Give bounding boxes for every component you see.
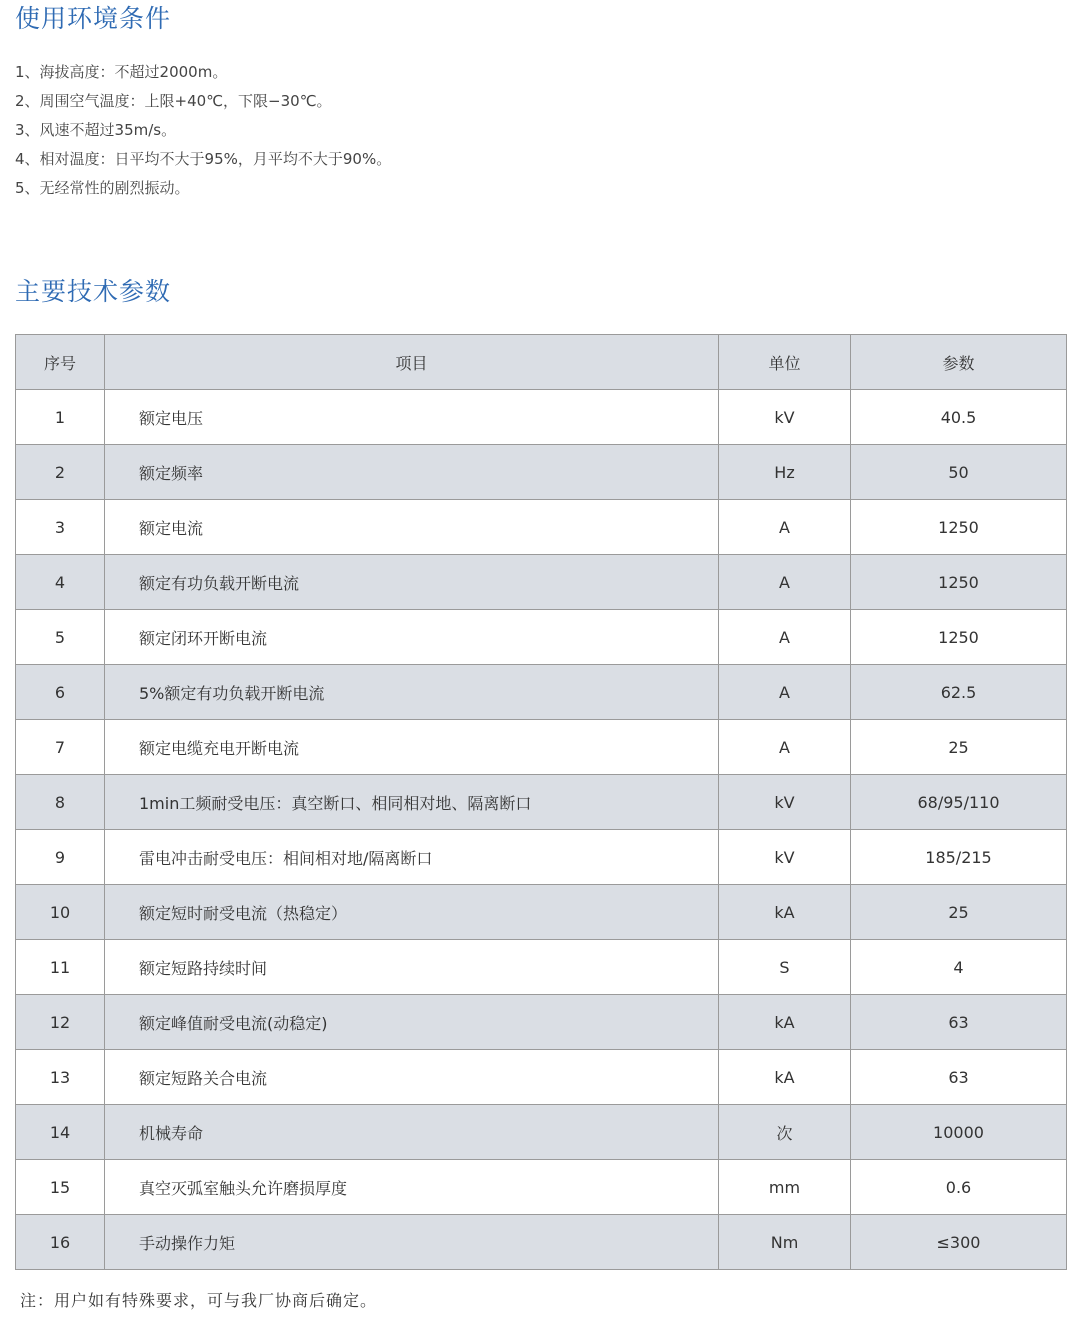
- cell-unit: 次: [719, 1105, 851, 1160]
- table-row: [16, 995, 1067, 1050]
- env-section-title: 使用环境条件: [15, 4, 172, 33]
- cell-seq: 7: [16, 720, 105, 775]
- cell-unit: kA: [719, 1050, 851, 1105]
- cell-unit: kV: [719, 390, 851, 445]
- cell-unit: kA: [719, 885, 851, 940]
- cell-item: 手动操作力矩: [105, 1215, 719, 1270]
- cell-seq: 8: [16, 775, 105, 830]
- cell-item: 额定有功负载开断电流: [105, 555, 719, 610]
- cell-value: 68/95/110: [851, 775, 1067, 830]
- table-row: [16, 885, 1067, 940]
- table-row: [16, 1105, 1067, 1160]
- cell-seq: 1: [16, 390, 105, 445]
- cell-unit: mm: [719, 1160, 851, 1215]
- cell-item: 额定短路关合电流: [105, 1050, 719, 1105]
- cell-value: 63: [851, 1050, 1067, 1105]
- cell-seq: 11: [16, 940, 105, 995]
- table-row: [16, 940, 1067, 995]
- table-row: [16, 665, 1067, 720]
- cell-unit: A: [719, 500, 851, 555]
- cell-unit: Hz: [719, 445, 851, 500]
- cell-seq: 9: [16, 830, 105, 885]
- params-section-title: 主要技术参数: [15, 277, 172, 306]
- cell-seq: 3: [16, 500, 105, 555]
- cell-seq: 5: [16, 610, 105, 665]
- cell-item: 额定短路持续时间: [105, 940, 719, 995]
- cell-unit: A: [719, 610, 851, 665]
- table-body: [16, 390, 1067, 1270]
- header-value: 参数: [851, 335, 1067, 390]
- list-item: 4、相对温度：日平均不大于95%，月平均不大于90%。: [15, 150, 392, 168]
- list-item: 2、周围空气温度：上限+40℃，下限−30℃。: [15, 92, 332, 110]
- footnote: 注：用户如有特殊要求，可与我厂协商后确定。: [20, 1291, 378, 1310]
- table-row: [16, 775, 1067, 830]
- table-row: [16, 500, 1067, 555]
- cell-unit: Nm: [719, 1215, 851, 1270]
- cell-value: 0.6: [851, 1160, 1067, 1215]
- cell-item: 机械寿命: [105, 1105, 719, 1160]
- cell-seq: 13: [16, 1050, 105, 1105]
- cell-item: 额定频率: [105, 445, 719, 500]
- cell-seq: 10: [16, 885, 105, 940]
- list-item: 3、风速不超过35m/s。: [15, 121, 177, 139]
- cell-item: 额定短时耐受电流（热稳定）: [105, 885, 719, 940]
- cell-item: 额定电流: [105, 500, 719, 555]
- params-table: [15, 334, 1067, 1270]
- cell-value: 1250: [851, 555, 1067, 610]
- cell-value: 25: [851, 885, 1067, 940]
- table-row: [16, 555, 1067, 610]
- cell-value: 25: [851, 720, 1067, 775]
- cell-item: 额定峰值耐受电流(动稳定): [105, 995, 719, 1050]
- cell-seq: 2: [16, 445, 105, 500]
- cell-seq: 4: [16, 555, 105, 610]
- cell-unit: A: [719, 555, 851, 610]
- cell-unit: kV: [719, 830, 851, 885]
- cell-item: 雷电冲击耐受电压：相间相对地/隔离断口: [105, 830, 719, 885]
- cell-unit: kV: [719, 775, 851, 830]
- cell-unit: A: [719, 665, 851, 720]
- table-row: [16, 390, 1067, 445]
- cell-value: 62.5: [851, 665, 1067, 720]
- header-seq: 序号: [16, 335, 105, 390]
- cell-item: 1min工频耐受电压：真空断口、相同相对地、隔离断口: [105, 775, 719, 830]
- cell-value: 1250: [851, 500, 1067, 555]
- cell-value: 50: [851, 445, 1067, 500]
- table-row: [16, 610, 1067, 665]
- cell-item: 额定电压: [105, 390, 719, 445]
- cell-seq: 6: [16, 665, 105, 720]
- cell-unit: A: [719, 720, 851, 775]
- table-row: [16, 445, 1067, 500]
- cell-value: 185/215: [851, 830, 1067, 885]
- table-row: [16, 1215, 1067, 1270]
- cell-value: ≤300: [851, 1215, 1067, 1270]
- cell-unit: kA: [719, 995, 851, 1050]
- cell-seq: 15: [16, 1160, 105, 1215]
- cell-value: 63: [851, 995, 1067, 1050]
- cell-unit: S: [719, 940, 851, 995]
- table-row: [16, 830, 1067, 885]
- cell-item: 5%额定有功负载开断电流: [105, 665, 719, 720]
- env-conditions-list: [15, 60, 391, 205]
- table-row: [16, 720, 1067, 775]
- table-row: [16, 1050, 1067, 1105]
- list-item: 1、海拔高度：不超过2000m。: [15, 63, 228, 81]
- cell-item: 真空灭弧室触头允许磨损厚度: [105, 1160, 719, 1215]
- cell-value: 10000: [851, 1105, 1067, 1160]
- cell-item: 额定电缆充电开断电流: [105, 720, 719, 775]
- table-row: [16, 1160, 1067, 1215]
- header-unit: 单位: [719, 335, 851, 390]
- table-header-row: [16, 335, 1067, 390]
- header-item: 项目: [105, 335, 719, 390]
- list-item: 5、无经常性的剧烈振动。: [15, 179, 190, 197]
- cell-value: 4: [851, 940, 1067, 995]
- cell-seq: 14: [16, 1105, 105, 1160]
- cell-value: 1250: [851, 610, 1067, 665]
- cell-value: 40.5: [851, 390, 1067, 445]
- cell-seq: 12: [16, 995, 105, 1050]
- cell-item: 额定闭环开断电流: [105, 610, 719, 665]
- cell-seq: 16: [16, 1215, 105, 1270]
